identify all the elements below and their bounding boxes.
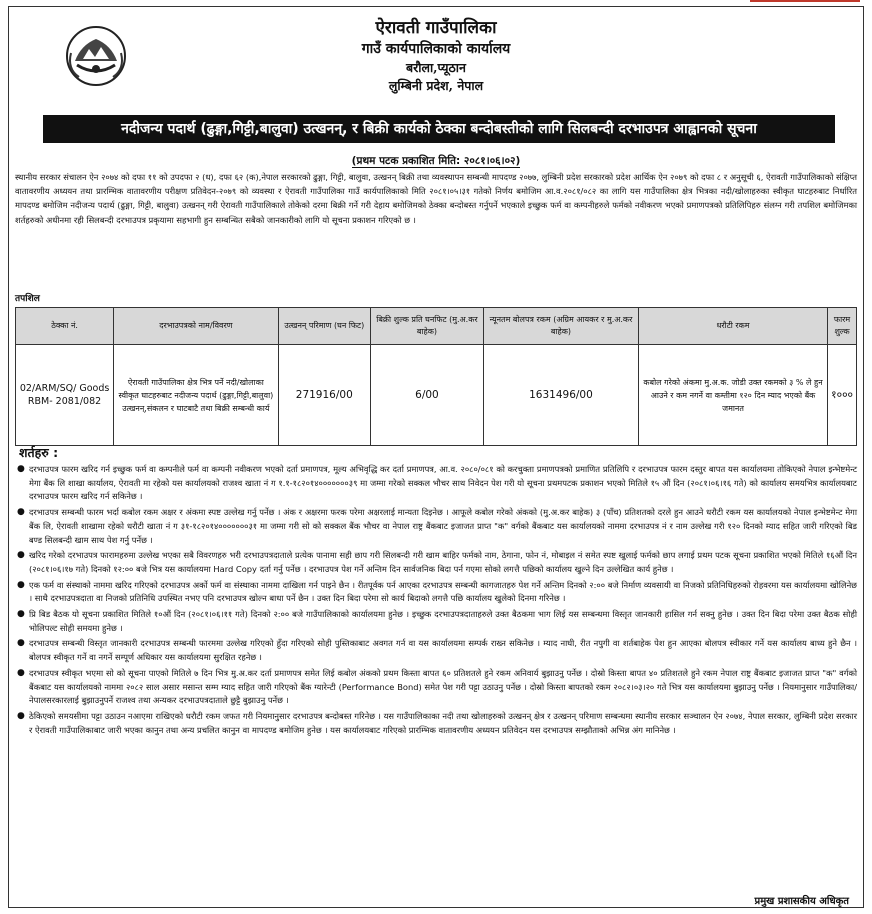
list-item (15, 667, 857, 708)
bullet-icon: ● (17, 550, 25, 561)
notice-page (8, 6, 864, 908)
term-text: दरभाउपत्र सम्बन्धी विस्तृत जानकारी दरभाउपत्र सम्बन्धी फारममा उल्लेख गरिएको हुँदा गरिएको सोही पुस्तिकाबाट अवगत गर्न वा यस कार्यालयमा सम्पर्क राख्न सकिनेछ । म्याद नाघी, रीत नपुगी वा शर्तबाहेक पेश हुन आएका बोलपत्र स्वीकार गर्ने यस कार्यालय बाध्य हुने छैन । बोलपत्र स्वीकृत गर्ने वा नगर्ने सम्पूर्ण अधिकार यस कार्यालयमा सुरक्षित रहनेछ । (29, 638, 857, 663)
cell-security: कबोल गरेको अंकमा मु.अ.क. जोडी उक्त रकमको ३ % ले हुन आउने र कम नगर्ने वा कम्तीमा १२० दिन म्याद भएको बैंक जमानत (638, 345, 827, 446)
bullet-icon: ● (17, 710, 25, 721)
term-text: दरभाउपत्र स्वीकृत भएमा सो को सूचना पाएको मितिले ७ दिन भित्र मु.अ.कर दर्ता प्रमाणपत्र समेत लिई कबोल अंकको प्रथम किस्ता बापत ६० प्रतिशतले हुने रकम अनिवार्य बुझाउनु पर्नेछ । दोस्रो किस्ता बापत ४० प्रतिशतले हुने रकम नेपाल राष्ट्र बैंकबाट इजाजत प्राप्त "क" वर्गको बैंकबाट यस कार्यालयको नाममा २०८२ साल असार मसान्त सम्म म्याद सहित जारी गरिएको बैंक ग्यारेन्टी (Performance Bond) समेत पेश गरी पट्टा उठाउनु पर्नेछ । दोस्रो किस्ता बापतको रकम २०८२।०३।२० गते भित्र यस कार्यालयमा बुझाउनु पर्नेछ । नियमानुसार गाउँपालिका/नेपालसरकारलाई बुझाउनुपर्ने राजश्व तथा अन्यकर दरभाउपत्रदाताले छुट्टै बुझाउनु पर्नेछ । (29, 667, 857, 706)
cell-rate: 6/00 (370, 345, 483, 446)
list-item (15, 506, 857, 547)
list-item (15, 710, 857, 737)
published-date (9, 154, 863, 168)
column-header: दरभाउपत्रको नाम/विवरण (114, 308, 278, 345)
notice-title: नदीजन्य पदार्थ (ढुङ्गा,गिट्टी,बालुवा) उत्खनन्, र बिक्री कार्यको ठेक्का बन्दोबस्तीको लागि सिलबन्दी दरभाउपत्र आह्वानको सूचना (43, 115, 835, 143)
terms-list (15, 463, 857, 739)
term-text: एक फर्म वा संस्थाको नाममा खरिद गरिएको दरभाउपत्र अर्को फर्म वा संस्थाका नाममा दाखिला गर्न पाइने छैन । रीतपूर्वक पर्न आएका दरभाउपत्र सम्बन्धी कागजातहरु पेश गर्ने अन्तिम दिनको २:०० बजे निर्माण व्यवसायी वा निजको प्रतिनिधिहरुको रोहवरमा यस कार्यालयमा खोलिनेछ । साथै दरभाउपत्रदाता वा निजको प्रतिनिधि उपस्थित नभए पनि दरभाउपत्र खोल्न बाधा पर्ने छैन । उक्त दिन बिदा परेमा सो कार्य बिदाको लगत्तै पछि कार्यालय खुलेको दिनमा गरिनेछ । (29, 579, 858, 604)
terms-title: शर्तहरु : (19, 445, 59, 460)
province-line: लुम्बिनी प्रदेश, नेपाल (388, 78, 484, 93)
list-item (15, 463, 857, 504)
bullet-icon: ● (17, 667, 25, 678)
bullet-icon: ● (17, 464, 25, 474)
org-name: ऐरावती गाउँपालिका (375, 18, 497, 38)
office-header (9, 17, 863, 95)
cell-description: ऐरावती गाउँपालिका क्षेत्र भित्र पर्ने नदी/खोलाका स्वीकृत घाटहरुबाट नदीजन्य पदार्थ (ढुङ्गा,गिट्टी,बालुवा) उत्खनन्,संकलन र घाटबाटै तथा बिक्री सम्बन्धी कार्य (114, 345, 278, 446)
cell-quantity: 271916/00 (278, 345, 370, 446)
term-text: दरभाउपत्र सम्बन्धी फारम भर्दा कबोल रकम अक्षर र अंकमा स्पष्ट उल्लेख गर्नु पर्नेछ । अंक र अक्षरमा फरक परेमा अक्षरलाई मान्यता दिइनेछ । आफूले कबोल गरेको अंकको (मु.अ.कर बाहेक) ३ (पाँच) प्रतिशतको दरले हुन आउने धरौटी रकम यस कार्यालयको नेपाल इन्भेष्टमेन्ट मेगा बैंक लि, ऐरावती शाखामा रहेको धरौटी खाता नं ग ३१-१८२०१४०००००००३१ मा जम्मा गरी सो को सक्कल बैंक भौचर वा नेपाल राष्ट्र बैंकबाट इजाजत प्राप्त "क" वर्गको बैंकबाट यस कार्यालयको नाममा दरभाउपत्र नं र नाम उल्लेख गरी १२० दिनको म्याद सहित जारी गरिएको बिड बण्ड सिलबन्दी खाम साथ पेश गर्नु पर्नेछ । (29, 507, 857, 545)
list-item (15, 549, 857, 576)
bullet-icon: ● (17, 638, 25, 649)
bullet-icon: ● (17, 609, 25, 620)
term-text: खरिद गरेको दरभाउपत्र फारामहरुमा उल्लेख भएका सबै विवरणहरु भरी दरभाउपत्रदाताले प्रत्येक पानामा सही छाप गरी सिलबन्दी गरी खाम बाहिर फर्मको नाम, ठेगाना, फोन नं, मोबाइल नं समेत स्पष्ट खुलाई फर्मको छाप लगाई प्रथम पटक सूचना प्रकाशित भएको मितिले १६औं दिन (२०८१।०६।१७ गते) दिनको १२:०० बजे भित्र यस कार्यालयमा Hard Copy दर्ता गर्नु पर्नेछ । दरभाउपत्र पेश गर्ने अन्तिम दिन सार्वजनिक बिदा पर्न गएमा सोको लगत्तै पछिको कार्यालय खुल्ने दिन उल्लेखित कार्य हुनेछ । (29, 550, 857, 574)
term-text: ठेकिएको समयसीमा पट्टा उठाउन नआएमा राखिएको धरौटी रकम जफत गरी नियमानुसार दरभाउपत्र बन्दोबस्त गरिनेछ । यस गाउँपालिकाका नदी तथा खोलाहरुको उत्खनन् क्षेत्र र उत्खनन् परिमाण सम्बन्धमा स्थानीय सरकार सञ्चालन ऐन २०७४, नेपाल सरकार, लुम्बिनी प्रदेश सरकार र ऐरावती गाउँपालिकाबाट जारी भएका कानुन तथा अन्य प्रचलित कानुन वा मापदण्ड बमोजिम हुनेछ । यस कार्यालयबाट गरिएको प्रारम्भिक वातावरणीय अध्ययन प्रतिवेदन यस दरभाउपत्र सम्झौताको अभिन्न अंग मानिनेछ । (29, 710, 857, 735)
published-date-text: (प्रथम पटक प्रकाशित मिति: २०८१।०६।०२) (351, 155, 521, 167)
details-label: तपशिल (15, 294, 40, 304)
table-row (16, 345, 857, 446)
column-header: उत्खनन् परिमाण (घन फिट) (278, 308, 370, 345)
column-header: ठेक्का नं. (16, 308, 114, 345)
column-header: न्यूनतम बोलपत्र रकम (अग्रिम आयकर र मु.अ.कर बाहेक) (484, 308, 639, 345)
term-text: प्रि बिड बैठक यो सूचना प्रकाशित मितिले १०औं दिन (२०८१।०६।११ गते) दिनको २:०० बजे गाउँपालिकाको कार्यालयमा हुनेछ । इच्छुक दरभाउपत्रदाताहरुले उक्त बैठकमा भाग लिई यस सम्बन्धमा विस्तृत जानकारी हासिल गर्न सक्नु हुनेछ । उक्त दिन बिदा परेमा उक्त बैठक सोही भोलिपल्ट सोही समयमा हुनेछ । (29, 609, 857, 633)
bullet-icon: ● (17, 507, 25, 518)
column-header: बिक्री शुल्क प्रति घनफिट (मु.अ.कर बाहेक) (370, 308, 483, 345)
column-header: फारम शुल्क (828, 308, 857, 345)
address-line: बरौला,प्यूठान (405, 60, 466, 75)
intro-paragraph: स्थानीय सरकार संचालन ऐन २०७४ को दफा ११ को उपदफा २ (ध), दफा ६२ (क),नेपाल सरकारको ढुङ्गा, गिट्टी, बालुवा, उत्खनन् बिक्री तथा व्यवस्थापन सम्बन्धी मापदण्ड २०७७, लुम्बिनी प्रदेश सरकारको प्रदेश आर्थिक ऐन २०७९ को दफा ८ र अनुसूची ६, ऐरावती गाउँपालिकाको संक्षिप्त वातावरणीय अध्ययन तथा प्रारम्भिक वातावरणीय परीक्षण प्रतिवेदन-२०७९ को व्यवस्था र ऐरावती गाउँपालिका गाउँ कार्यपालिकाको मिति २०८१।०५।३१ गतेको निर्णय बमोजिम आ.व.२०८१/०८२ का लागि यस गाउँपालिका क्षेत्र भित्रका नदी/खोलाहरुका स्वीकृत घाटहरुबाट निर्धारित मापदण्ड बमोजिम नदीजन्य पदार्थ (ढुङ्गा, गिट्टी, बालुवा) उत्खनन् गरी ऐरावती गाउँपालिकाले तोकेको दरमा बिक्री गर्ने गरी देहाय बमोजिमको ठेक्का बन्दोबस्त गर्नुपर्ने भएकाले इच्छुक फर्म वा कम्पनीहरुले फर्मको नवीकरण भएको प्रमाणपत्रको प्रतिलिपिहरु संलग्न गरी तपशिल बमोजिमका शर्तहरुको अधीनमा रही सिलबन्दी दरभाउपत्र प्रकृयामा सहभागी हुन सम्बन्धित सबैको जानकारीको लागि यो सूचना प्रकाशन गरिएको छ । (15, 172, 857, 225)
tender-table (15, 307, 857, 446)
list-item (15, 637, 857, 664)
term-text: दरभाउपत्र फारम खरिद गर्न इच्छुक फर्म वा कम्पनीले फर्म वा कम्पनी नवीकरण भएको दर्ता प्रमाणपत्र, मूल्य अभिवृद्धि कर दर्ता प्रमाणपत्र, आ.व. २०८०/०८१ को करचुक्ता प्रमाणपत्रको प्रमाणित प्रतिलिपि र दरभाउपत्र फारम दस्तुर बापत यस कार्यालयमा तोकिएको नेपाल इन्भेष्टमेन्ट मेगा बैंक लि शाखा कार्यालय, ऐरावती मा रहेको यस कार्यालयको राजश्व खाता नं ग १.१-१८२०१४०००००००३९ मा जम्मा गरेको सक्कल भौचर साथ निवेदन पेश गरी यो सूचना प्रथमपटक प्रकाशन भएको मितिले १५ औं दिन (२०८१।०६।१६ गते) को कार्यालय समयभित्र कार्यालयबाट दरभाउपत्र फारम खरिद गर्न सकिनेछ । (29, 464, 857, 502)
top-accent-line (750, 0, 860, 2)
table-header-row (16, 308, 857, 345)
signature-title: प्रमुख प्रशासकीय अधिकृत (754, 896, 849, 907)
cell-code: 02/ARM/SQ/ Goods RBM- 2081/082 (16, 345, 114, 446)
bullet-icon: ● (17, 579, 25, 590)
cell-form-fee: १००० (828, 345, 857, 446)
list-item (15, 579, 857, 606)
cell-min-bid: 1631496/00 (484, 345, 639, 446)
list-item (15, 608, 857, 635)
column-header: धरौटी रकम (638, 308, 827, 345)
office-name: गाउँ कार्यपालिकाको कार्यालय (361, 41, 511, 57)
